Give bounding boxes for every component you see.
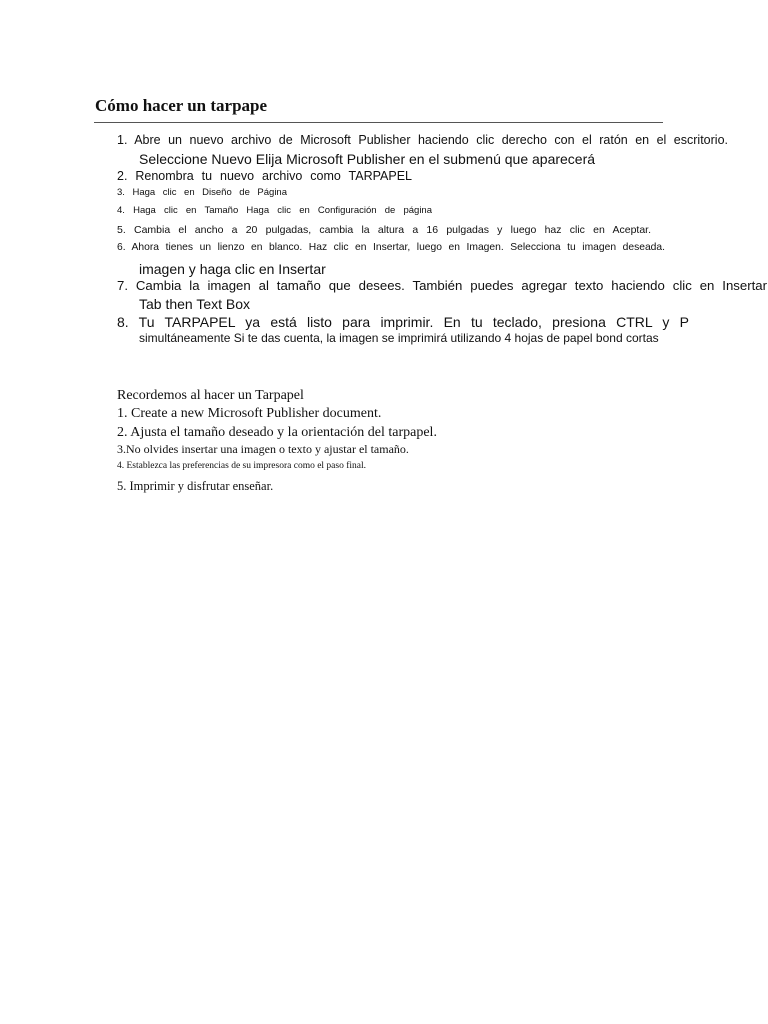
title-divider bbox=[94, 122, 663, 123]
recap-heading: Recordemos al hacer un Tarpapel bbox=[117, 388, 304, 403]
recap-item-5: 5. Imprimir y disfrutar enseñar. bbox=[117, 479, 274, 493]
step-1: 1. Abre un nuevo archivo de Microsoft Publisher haciendo clic derecho con el ratón en el escritorio. bbox=[117, 133, 728, 147]
step-6: 6. Ahora tienes un lienzo en blanco. Haz clic en Insertar, luego en Imagen. Selecciona tu imagen deseada. bbox=[117, 242, 665, 253]
step-7: 7. Cambia la imagen al tamaño que desees. También puedes agregar texto haciendo clic en Insertar bbox=[117, 278, 767, 293]
step-6-continued: imagen y haga clic en Insertar bbox=[139, 261, 326, 277]
step-4: 4. Haga clic en Tamaño Haga clic en Configuración de página bbox=[117, 206, 432, 216]
recap-item-1: 1. Create a new Microsoft Publisher document. bbox=[117, 406, 382, 421]
recap-item-4: 4. Establezca las preferencias de su impresora como el paso final. bbox=[117, 461, 367, 471]
recap-item-2: 2. Ajusta el tamaño deseado y la orientación del tarpapel. bbox=[117, 425, 437, 440]
step-7-continued: Tab then Text Box bbox=[139, 296, 251, 312]
step-2: 2. Renombra tu nuevo archivo como TARPAPEL bbox=[117, 169, 412, 183]
recap-item-3: 3.No olvides insertar una imagen o texto y ajustar el tamaño. bbox=[117, 442, 409, 456]
document-title: Cómo hacer un tarpape bbox=[95, 96, 268, 115]
step-1-continued: Seleccione Nuevo Elija Microsoft Publisher en el submenú que aparecerá bbox=[139, 151, 596, 167]
step-5: 5. Cambia el ancho a 20 pulgadas, cambia la altura a 16 pulgadas y luego haz clic en Aceptar. bbox=[117, 224, 651, 236]
step-3: 3. Haga clic en Diseño de Página bbox=[117, 188, 287, 198]
step-8: 8. Tu TARPAPEL ya está listo para imprimir. En tu teclado, presiona CTRL y P bbox=[117, 314, 689, 330]
step-8-continued: simultáneamente Si te das cuenta, la imagen se imprimirá utilizando 4 hojas de papel bond cortas bbox=[139, 331, 659, 345]
